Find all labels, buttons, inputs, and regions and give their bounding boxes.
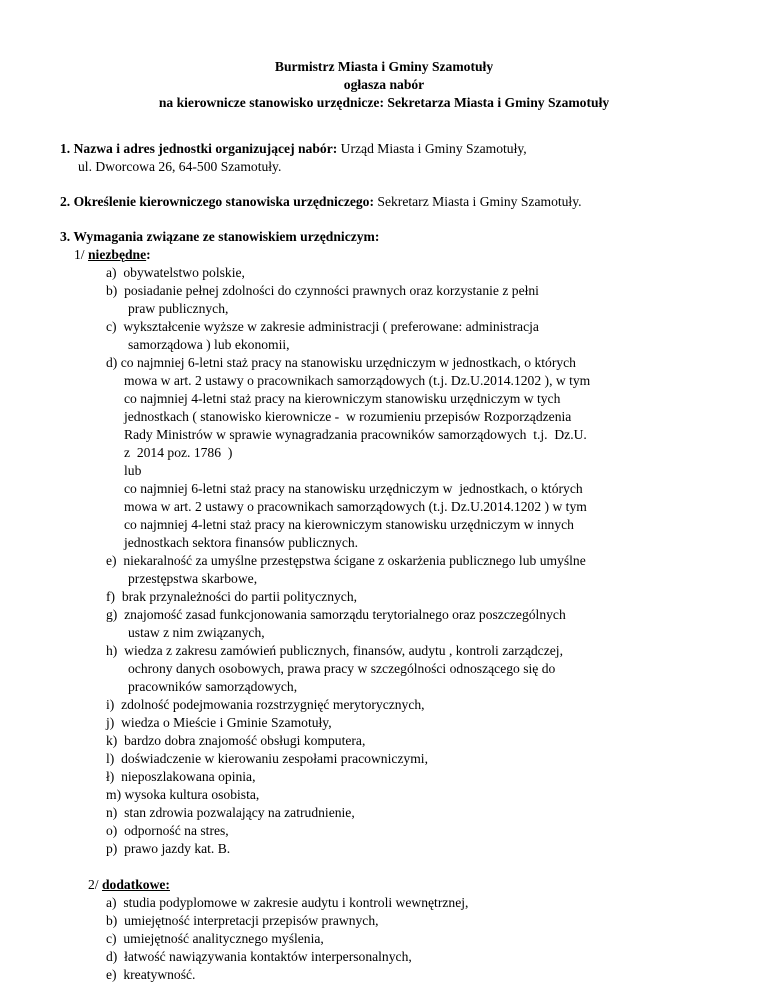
req-item-cont: z 2014 poz. 1786 ) bbox=[124, 445, 233, 460]
req-item-cont: ustaw z nim związanych, bbox=[128, 625, 265, 640]
required-subheading: 1/ niezbędne: bbox=[74, 247, 151, 262]
section-2-label: 2. Określenie kierowniczego stanowiska urzędniczego: bbox=[60, 194, 375, 209]
req-item: p) prawo jazdy kat. B. bbox=[106, 841, 231, 856]
req-item-cont: praw publicznych, bbox=[128, 301, 229, 316]
req-item: a) obywatelstwo polskie, bbox=[106, 265, 245, 280]
req-item-cont: Rady Ministrów w sprawie wynagradzania pracowników samorządowych t.j. Dz.U. bbox=[124, 427, 587, 442]
req-item-cont: lub bbox=[124, 463, 142, 478]
req-item-cont: mowa w art. 2 ustawy o pracownikach samorządowych (t.j. Dz.U.2014.1202 ) w tym bbox=[124, 499, 587, 514]
req-item-cont: samorządowa ) lub ekonomii, bbox=[128, 337, 290, 352]
req-item: d) co najmniej 6-letni staż pracy na stanowisku urzędniczym w jednostkach, o których bbox=[106, 355, 576, 370]
req-item: n) stan zdrowia pozwalający na zatrudnienie, bbox=[106, 805, 355, 820]
add-item: d) łatwość nawiązywania kontaktów interpersonalnych, bbox=[106, 949, 412, 964]
req-item-cont: jednostkach ( stanowisko kierownicze - w rozumieniu przepisów Rozporządzenia bbox=[124, 409, 572, 424]
section-2-value: Sekretarz Miasta i Gminy Szamotuły. bbox=[374, 194, 582, 209]
title-line-2: ogłasza nabór bbox=[343, 77, 425, 92]
req-item: b) posiadanie pełnej zdolności do czynności prawnych oraz korzystanie z pełni bbox=[106, 283, 539, 298]
title-line-3: na kierownicze stanowisko urzędnicze: Sekretarza Miasta i Gminy Szamotuły bbox=[158, 95, 610, 110]
additional-subheading: 2/ dodatkowe: bbox=[88, 877, 170, 892]
add-item: e) kreatywność. bbox=[106, 967, 196, 982]
req-item-cont: co najmniej 4-letni staż pracy na kierowniczym stanowisku urzędniczym w tych bbox=[124, 391, 561, 406]
req-item-cont: jednostkach sektora finansów publicznych. bbox=[124, 535, 359, 550]
section-2 bbox=[60, 193, 582, 211]
section-1 bbox=[60, 140, 527, 158]
req-item-cont: co najmniej 6-letni staż pracy na stanowisku urzędniczym w jednostkach, o których bbox=[124, 481, 583, 496]
req-item: i) zdolność podejmowania rozstrzygnięć merytorycznych, bbox=[106, 697, 425, 712]
req-item: m) wysoka kultura osobista, bbox=[106, 787, 260, 802]
add-item: b) umiejętność interpretacji przepisów prawnych, bbox=[106, 913, 379, 928]
req-item: j) wiedza o Mieście i Gminie Szamotuły, bbox=[106, 715, 332, 730]
add-item: a) studia podyplomowe w zakresie audytu i kontroli wewnętrznej, bbox=[106, 895, 469, 910]
req-item-cont: ochrony danych osobowych, prawa pracy w szczególności odnoszącego się do bbox=[128, 661, 556, 676]
add-item: c) umiejętność analitycznego myślenia, bbox=[106, 931, 324, 946]
section-1-label: 1. Nazwa i adres jednostki organizującej nabór: bbox=[60, 141, 338, 156]
req-item: k) bardzo dobra znajomość obsługi komputera, bbox=[106, 733, 366, 748]
req-item: h) wiedza z zakresu zamówień publicznych, finansów, audytu , kontroli zarządczej, bbox=[106, 643, 563, 658]
req-item-cont: przestępstwa skarbowe, bbox=[128, 571, 258, 586]
req-item: e) niekaralność za umyślne przestępstwa ścigane z oskarżenia publicznego lub umyślne bbox=[106, 553, 586, 568]
req-item-cont: pracowników samorządowych, bbox=[128, 679, 298, 694]
req-item: c) wykształcenie wyższe w zakresie administracji ( preferowane: administracja bbox=[106, 319, 539, 334]
req-item-cont: co najmniej 4-letni staż pracy na kierowniczym stanowisku urzędniczym w innych bbox=[124, 517, 574, 532]
req-item: f) brak przynależności do partii politycznych, bbox=[106, 589, 358, 604]
req-item: ł) nieposzlakowana opinia, bbox=[106, 769, 256, 784]
req-item: o) odporność na stres, bbox=[106, 823, 229, 838]
section-3-heading: 3. Wymagania związane ze stanowiskiem urzędniczym: bbox=[60, 229, 380, 244]
req-item: g) znajomość zasad funkcjonowania samorządu terytorialnego oraz poszczególnych bbox=[106, 607, 566, 622]
section-1-value: Urząd Miasta i Gminy Szamotuły, bbox=[337, 141, 527, 156]
section-1-address: ul. Dworcowa 26, 64-500 Szamotuły. bbox=[78, 159, 282, 174]
req-item-cont: mowa w art. 2 ustawy o pracownikach samorządowych (t.j. Dz.U.2014.1202 ), w tym bbox=[124, 373, 591, 388]
title-line-1: Burmistrz Miasta i Gminy Szamotuły bbox=[274, 59, 494, 74]
req-item: l) doświadczenie w kierowaniu zespołami pracowniczymi, bbox=[106, 751, 428, 766]
